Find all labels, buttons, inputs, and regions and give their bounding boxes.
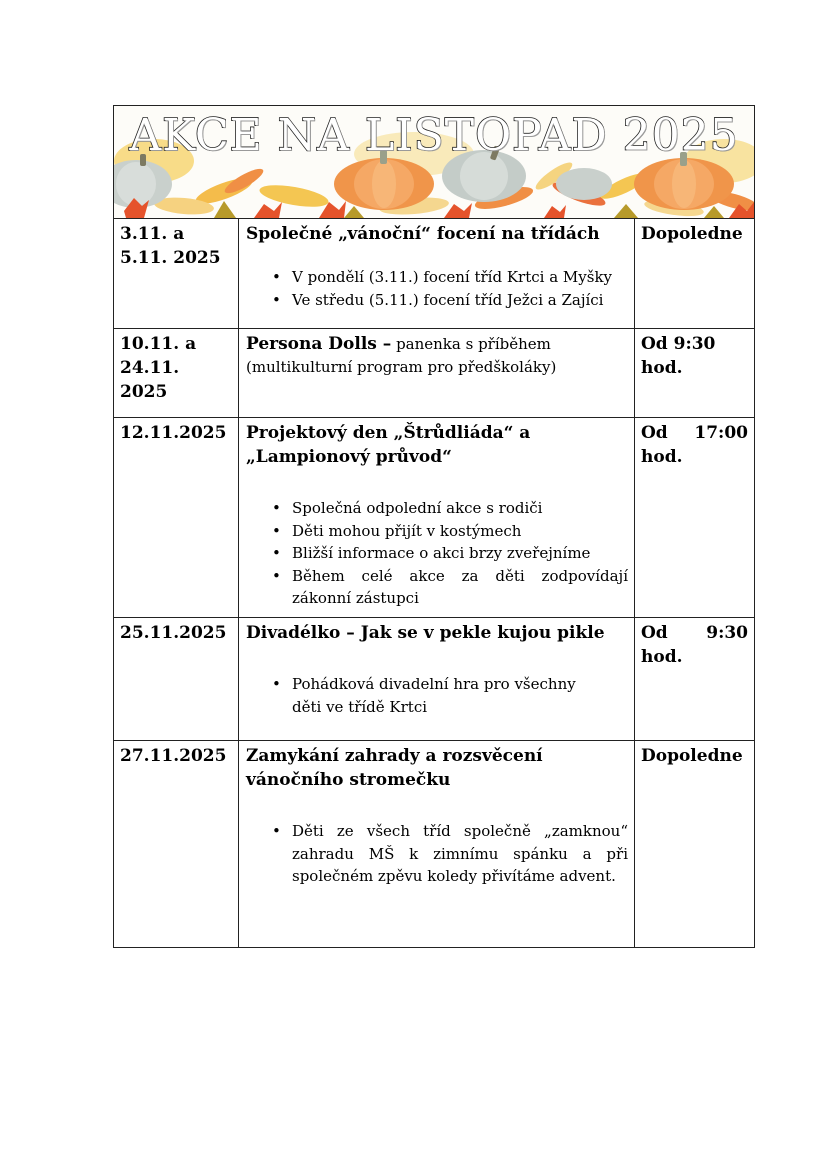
time-cell [635, 741, 754, 947]
date-text: 24.11. [120, 358, 180, 378]
date-cell [114, 741, 239, 947]
time-text: Od 9:30 [641, 334, 716, 354]
bullet-item: • Děti ze všech tříd společně „zamknou“ zahradu MŠ k zimnímu spánku a při společném zpěvu koledy přivítáme advent. [246, 820, 628, 888]
date-cell [114, 329, 239, 417]
date-text: 3.11. a [120, 224, 185, 244]
table-row [114, 740, 754, 947]
bullet-list [246, 497, 628, 610]
bullet-item: • Bližší informace o akci brzy zveřejníme [246, 542, 628, 565]
event-title: Zamykání zahrady a rozsvěcení [246, 746, 543, 766]
time-cell [635, 219, 754, 328]
bullet-list [246, 820, 628, 888]
time-text: Dopoledne [641, 746, 743, 766]
table-row [114, 417, 754, 617]
date-cell [114, 418, 239, 617]
bullet-list [246, 673, 628, 718]
date-cell [114, 618, 239, 740]
event-title: Projektový den „Štrůdliáda“ a [246, 423, 531, 443]
event-title-normal: panenka s příběhem [391, 335, 551, 353]
table-row [114, 218, 754, 328]
time-text: Od 9:30 [641, 623, 748, 643]
description-cell [239, 219, 635, 328]
date-cell [114, 219, 239, 328]
bullet-item: • Během celé akce za děti zodpovídají zákonní zástupci [246, 565, 628, 610]
date-text: 10.11. a [120, 334, 197, 354]
bullet-item: • Pohádková divadelní hra pro všechny děti ve třídě Krtci [246, 673, 598, 718]
description-cell [239, 741, 635, 947]
description-cell [239, 418, 635, 617]
event-title: vánočního stromečku [246, 770, 451, 790]
bullet-list [246, 266, 628, 311]
date-text: 12.11.2025 [120, 423, 227, 443]
table-row [114, 617, 754, 740]
time-text: hod. [641, 447, 683, 467]
autumn-banner [114, 106, 754, 218]
time-cell [635, 329, 754, 417]
date-text: 27.11.2025 [120, 746, 227, 766]
time-text: hod. [641, 647, 683, 667]
events-table [113, 105, 755, 948]
banner-title: AKCE NA LISTOPAD 2025 [129, 110, 739, 161]
time-text: hod. [641, 358, 683, 378]
time-cell [635, 418, 754, 617]
description-cell [239, 618, 635, 740]
time-text: Dopoledne [641, 224, 743, 244]
event-subtitle: (multikulturní program pro předškoláky) [246, 358, 557, 376]
event-title: Divadélko – Jak se v pekle kujou pikle [246, 623, 605, 643]
date-text: 5.11. 2025 [120, 248, 221, 268]
bullet-item: • Děti mohou přijít v kostýmech [246, 520, 628, 543]
time-text: Od 17:00 [641, 423, 748, 443]
bullet-item: • Ve středu (5.11.) focení tříd Ježci a Zajíci [246, 289, 628, 312]
bullet-item: • V pondělí (3.11.) focení tříd Krtci a Myšky [246, 266, 628, 289]
date-text: 2025 [120, 382, 168, 402]
description-cell [239, 329, 635, 417]
event-title [246, 332, 628, 356]
time-cell [635, 618, 754, 740]
date-text: 25.11.2025 [120, 623, 227, 643]
table-row [114, 328, 754, 417]
event-title: „Lampionový průvod“ [246, 447, 452, 467]
event-title-bold: Persona Dolls – [246, 334, 392, 354]
bullet-item: • Společná odpolední akce s rodiči [246, 497, 628, 520]
event-title: Společné „vánoční“ focení na třídách [246, 224, 600, 244]
